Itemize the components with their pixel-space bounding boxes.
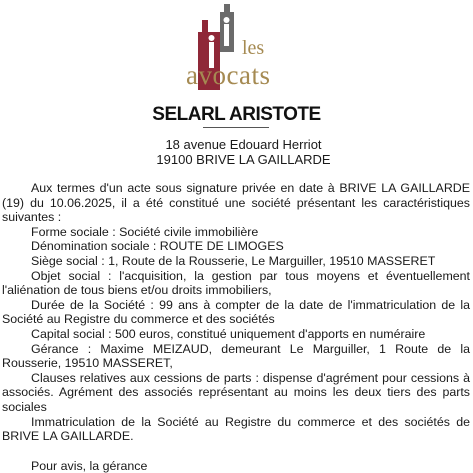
logo-text-avocats: avocats [186, 60, 271, 90]
logo-red-top [202, 20, 208, 34]
paragraph-intro: Aux termes d'un acte sous signature privée en date à BRIVE LA GAILLARDE (19) du 10.06.2025, il a été constitué une société présentant les caractéristiques suivantes : [2, 181, 470, 225]
paragraph-gerance: Gérance : Maxime MEIZAUD, demeurant Le Marguiller, 1 Route de la Rousserie, 19510 MASSERET, [2, 341, 470, 371]
firm-title: SELARL ARISTOTE [152, 104, 321, 125]
paragraph-clauses: Clauses relatives aux cessions de parts : dispense d'agrément pour cessions à associés. Agrément des associés représentant au moins les deux tiers des parts sociales [2, 370, 470, 414]
paragraph-denomination: Dénomination sociale : ROUTE DE LIMOGES [31, 239, 284, 254]
title-divider [203, 127, 269, 128]
paragraph-duree: Durée de la Société : 99 ans à compter de la date de l'immatriculation de la Société au Registre du commerce et des sociétés [2, 297, 470, 327]
paragraph-objet: Objet social : l'acquisition, la gestion par tous moyens et éventuellement l'aliénation de tous biens et/ou droits immobiliers, [2, 268, 470, 298]
paragraph-immatriculation: Immatriculation de la Société au Registre du commerce et des sociétés de BRIVE LA GAILLARDE. [2, 414, 470, 444]
logo-text-les: les [242, 37, 265, 59]
paragraph-forme: Forme sociale : Société civile immobilière [31, 224, 259, 239]
address-line-2: 19100 BRIVE LA GAILLARDE [156, 152, 331, 167]
paragraph-siege: Siège social : 1, Route de la Rousserie, Le Marguiller, 19510 MASSERET [31, 253, 436, 268]
address-line-1: 18 avenue Edouard Herriot [165, 137, 322, 152]
closing-line: Pour avis, la gérance [31, 458, 148, 473]
paragraph-capital: Capital social : 500 euros, constitué uniquement d'apports en numéraire [31, 326, 426, 341]
notice-body [2, 181, 470, 473]
logo-gray-tall [224, 4, 230, 14]
